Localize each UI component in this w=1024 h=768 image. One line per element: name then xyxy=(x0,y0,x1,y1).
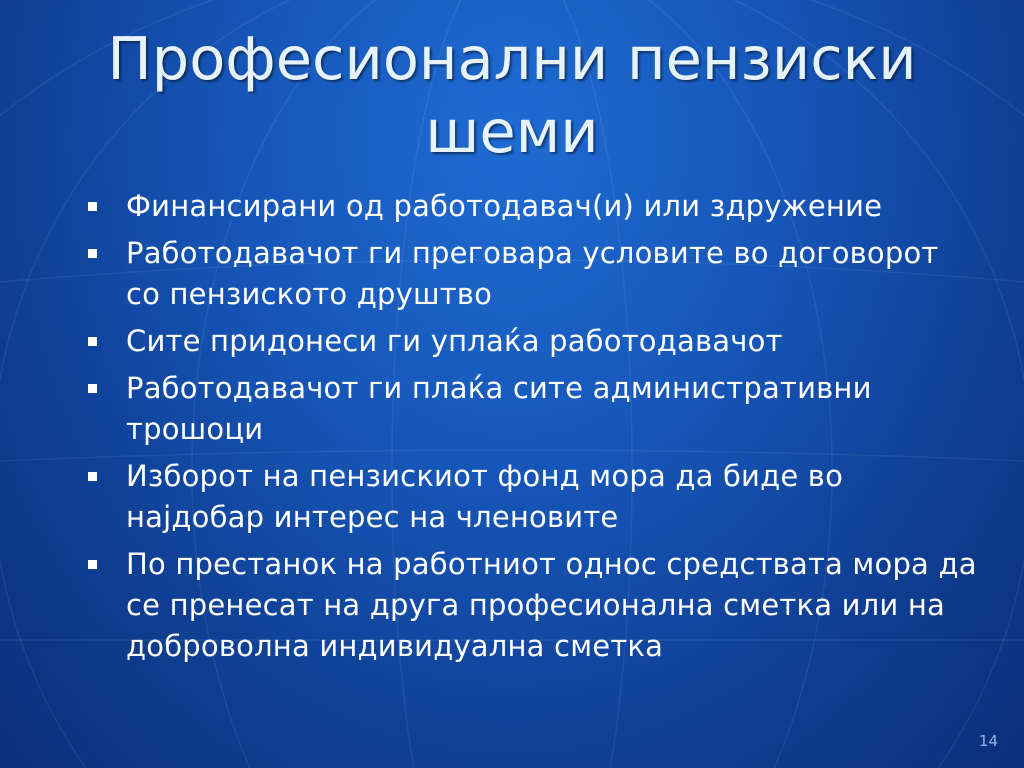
square-bullet-icon xyxy=(88,472,97,481)
bullet-text: Сите придонеси ги уплаќа работодавачот xyxy=(126,324,783,358)
square-bullet-icon xyxy=(88,384,97,393)
bullet-text: Работодавачот ги плаќа сите административни трошоци xyxy=(126,371,872,446)
bullet-text: Изборот на пензискиот фонд мора да биде во најдобар интерес на членовите xyxy=(126,459,844,534)
bullet-text: Работодавачот ги преговара условите во договорот со пензиското друштво xyxy=(126,236,939,311)
square-bullet-icon xyxy=(88,337,97,346)
bullet-text: По престанок на работниот однос средствата мора да се пренесат на друга професионална сметка или на доброволна индивидуална сметка xyxy=(126,547,977,663)
bullet-item xyxy=(82,368,982,450)
bullet-text: Финансирани од работодавач(и) или здружение xyxy=(126,189,883,223)
bullet-item xyxy=(82,186,982,227)
square-bullet-icon xyxy=(88,249,97,258)
bullet-item xyxy=(82,321,982,362)
bullet-item xyxy=(82,544,982,667)
square-bullet-icon xyxy=(88,202,97,211)
slide-title: Професионални пензиски шеми xyxy=(107,24,917,166)
page-number: 14 xyxy=(978,732,998,750)
bullet-item xyxy=(82,456,982,538)
square-bullet-icon xyxy=(88,560,97,569)
bullet-item xyxy=(82,233,982,315)
bullet-list xyxy=(82,186,982,673)
